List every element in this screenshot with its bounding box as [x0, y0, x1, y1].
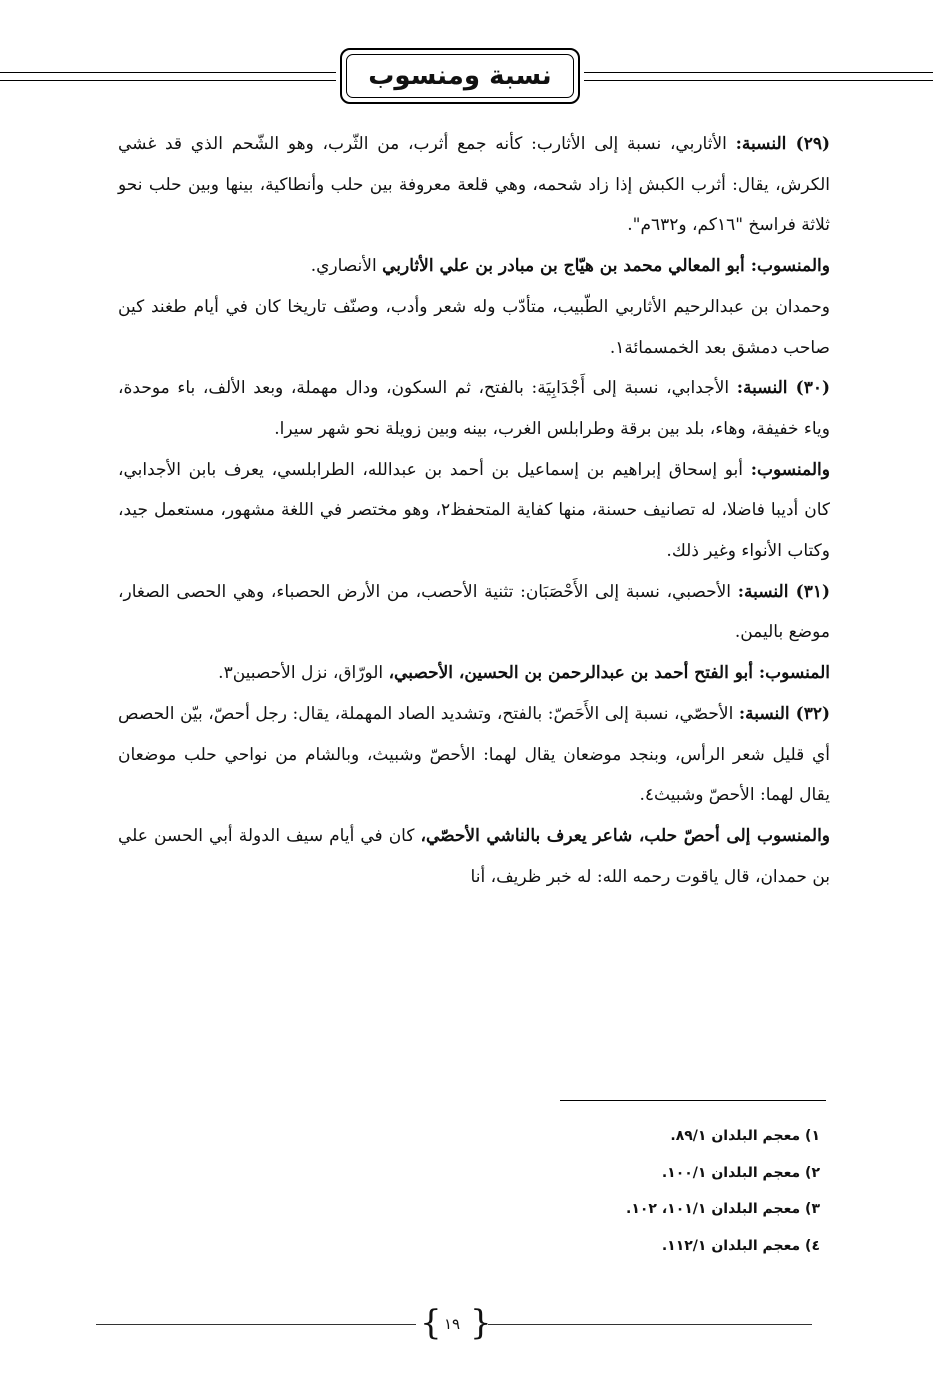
entry-30-mansub	[118, 450, 830, 572]
header-rule-right	[584, 72, 933, 73]
entry-31-nisba	[118, 572, 830, 653]
entry-31-mansub-name: أبو الفتح أحمد بن عبدالرحمن بن الحسين، الأحصبي،	[388, 663, 759, 684]
footer-rule-left	[96, 1324, 416, 1325]
entry-31-text: الأحصبي، نسبة إلى الأَحْصَبَان: تثنية الأحصب، من الأرض الحصباء، وهي الحصى الصغار، موضع باليمن.	[118, 581, 830, 643]
entry-31-mansub-text: الورّاق، نزل الأحصبين٣.	[218, 663, 389, 684]
left-brace-icon: {	[420, 1303, 442, 1343]
footnote-4: ٤) معجم البلدان ١١٢/١.	[661, 1237, 820, 1254]
entry-31-mansub	[118, 653, 830, 694]
page-footer	[0, 1304, 933, 1344]
entry-32-mansub-text: كان في أيام سيف الدولة أبي الحسن علي بن حمدان، قال ياقوت رحمه الله: له خبر ظريف، أنا	[118, 825, 830, 887]
entry-29-nisba	[118, 124, 830, 246]
header-rule-right-2	[584, 80, 933, 81]
header-rule-left	[0, 72, 336, 73]
entry-32-mansub-label: والمنسوب إلى أحصّ حلب، شاعر يعرف بالناشي الأحصّي،	[420, 825, 831, 846]
entry-29-mansub-label: والمنسوب:	[750, 256, 830, 277]
entry-30-nisba	[118, 368, 830, 449]
entry-32-text: الأحصّي، نسبة إلى الأَحَصّ: بالفتح، وتشديد الصاد المهملة، يقال: رجل أحصّ، بيّن الحصص أي قليل شعر الرأس، وبنجد موضعان يقال لهما: الأحصّ وشبيث، وبالشام من نواحي حلب موضعان يقال لهما: الأحصّ وشبيث٤.	[118, 703, 830, 806]
entry-29-mansub-name: أبو المعالي محمد بن هيّاج بن مبادر بن علي الأثاربي	[382, 256, 751, 277]
entry-32-mansub	[118, 816, 830, 897]
footnote-divider	[560, 1100, 826, 1101]
entry-30-mansub-text: أبو إسحاق إبراهيم بن إسماعيل بن أحمد بن عبدالله، الطرابلسي، يعرف بابن الأجدابي، كان أديبا فاضلا، له تصانيف حسنة، منها كفاية المتحفظ٢، وهو مختصر في اللغة مشهور، مستعمل جيد، وكتاب الأنواء وغير ذلك.	[118, 459, 831, 562]
entry-31-mansub-label: المنسوب:	[758, 663, 830, 684]
entry-29-text: الأثاربي، نسبة إلى الأثارب: كأنه جمع أثرب، من الثّرب، وهو الشّحم الذي قد غشي الكرش، يقال: أثرب الكبش إذا زاد شحمه، وهي قلعة معروفة بين حلب وأنطاكية، بينها وبين حلب نحو ثلاثة فراسخ "١٦كم، و٦٣٢م".	[118, 134, 830, 236]
entry-29-extra: وحمدان بن عبدالرحيم الأثاربي الطّبيب، متأدّب وله شعر وأدب، وصنّف تاريخا كان في أيام طغند كين صاحب دمشق بعد الخمسمائة١.	[118, 296, 830, 358]
header-title-frame	[340, 48, 580, 104]
footnote-1: ١) معجم البلدان ٨٩/١.	[670, 1128, 820, 1144]
page-number: ١٩	[443, 1315, 461, 1333]
footer-rule-right	[488, 1324, 812, 1325]
footnote-2: ٢) معجم البلدان ١٠٠/١.	[661, 1164, 820, 1181]
entry-31-label: (٣١) النسبة:	[737, 581, 830, 602]
entry-30-label: (٣٠) النسبة:	[736, 378, 830, 399]
right-brace-icon: }	[470, 1303, 492, 1343]
header-rule-left-2	[0, 80, 336, 81]
page-header	[0, 48, 933, 108]
entry-29-label: (٢٩) النسبة:	[735, 134, 830, 154]
entry-29-mansub-text: الأنصاري.	[310, 256, 383, 277]
entry-30-text: الأجدابي، نسبة إلى أَجْدَابِيَة: بالفتح، ثم السكون، ودال مهملة، وبعد الألف، باء موحدة، وياء خفيفة، وهاء، بلد بين برقة وطرابلس الغرب، بينه وبين زويلة نحو شهر سيرا.	[118, 378, 830, 439]
entry-29-mansub	[118, 246, 830, 287]
footnote-3: ٣) معجم البلدان ١٠١/١، ١٠٢.	[626, 1201, 820, 1217]
entry-30-mansub-label: والمنسوب:	[750, 459, 830, 480]
header-title: نسبة ومنسوب	[346, 54, 574, 98]
entry-32-nisba	[118, 694, 830, 816]
main-text	[118, 124, 830, 897]
footnotes	[520, 1118, 820, 1264]
entry-32-label: (٣٢) النسبة:	[738, 703, 830, 724]
